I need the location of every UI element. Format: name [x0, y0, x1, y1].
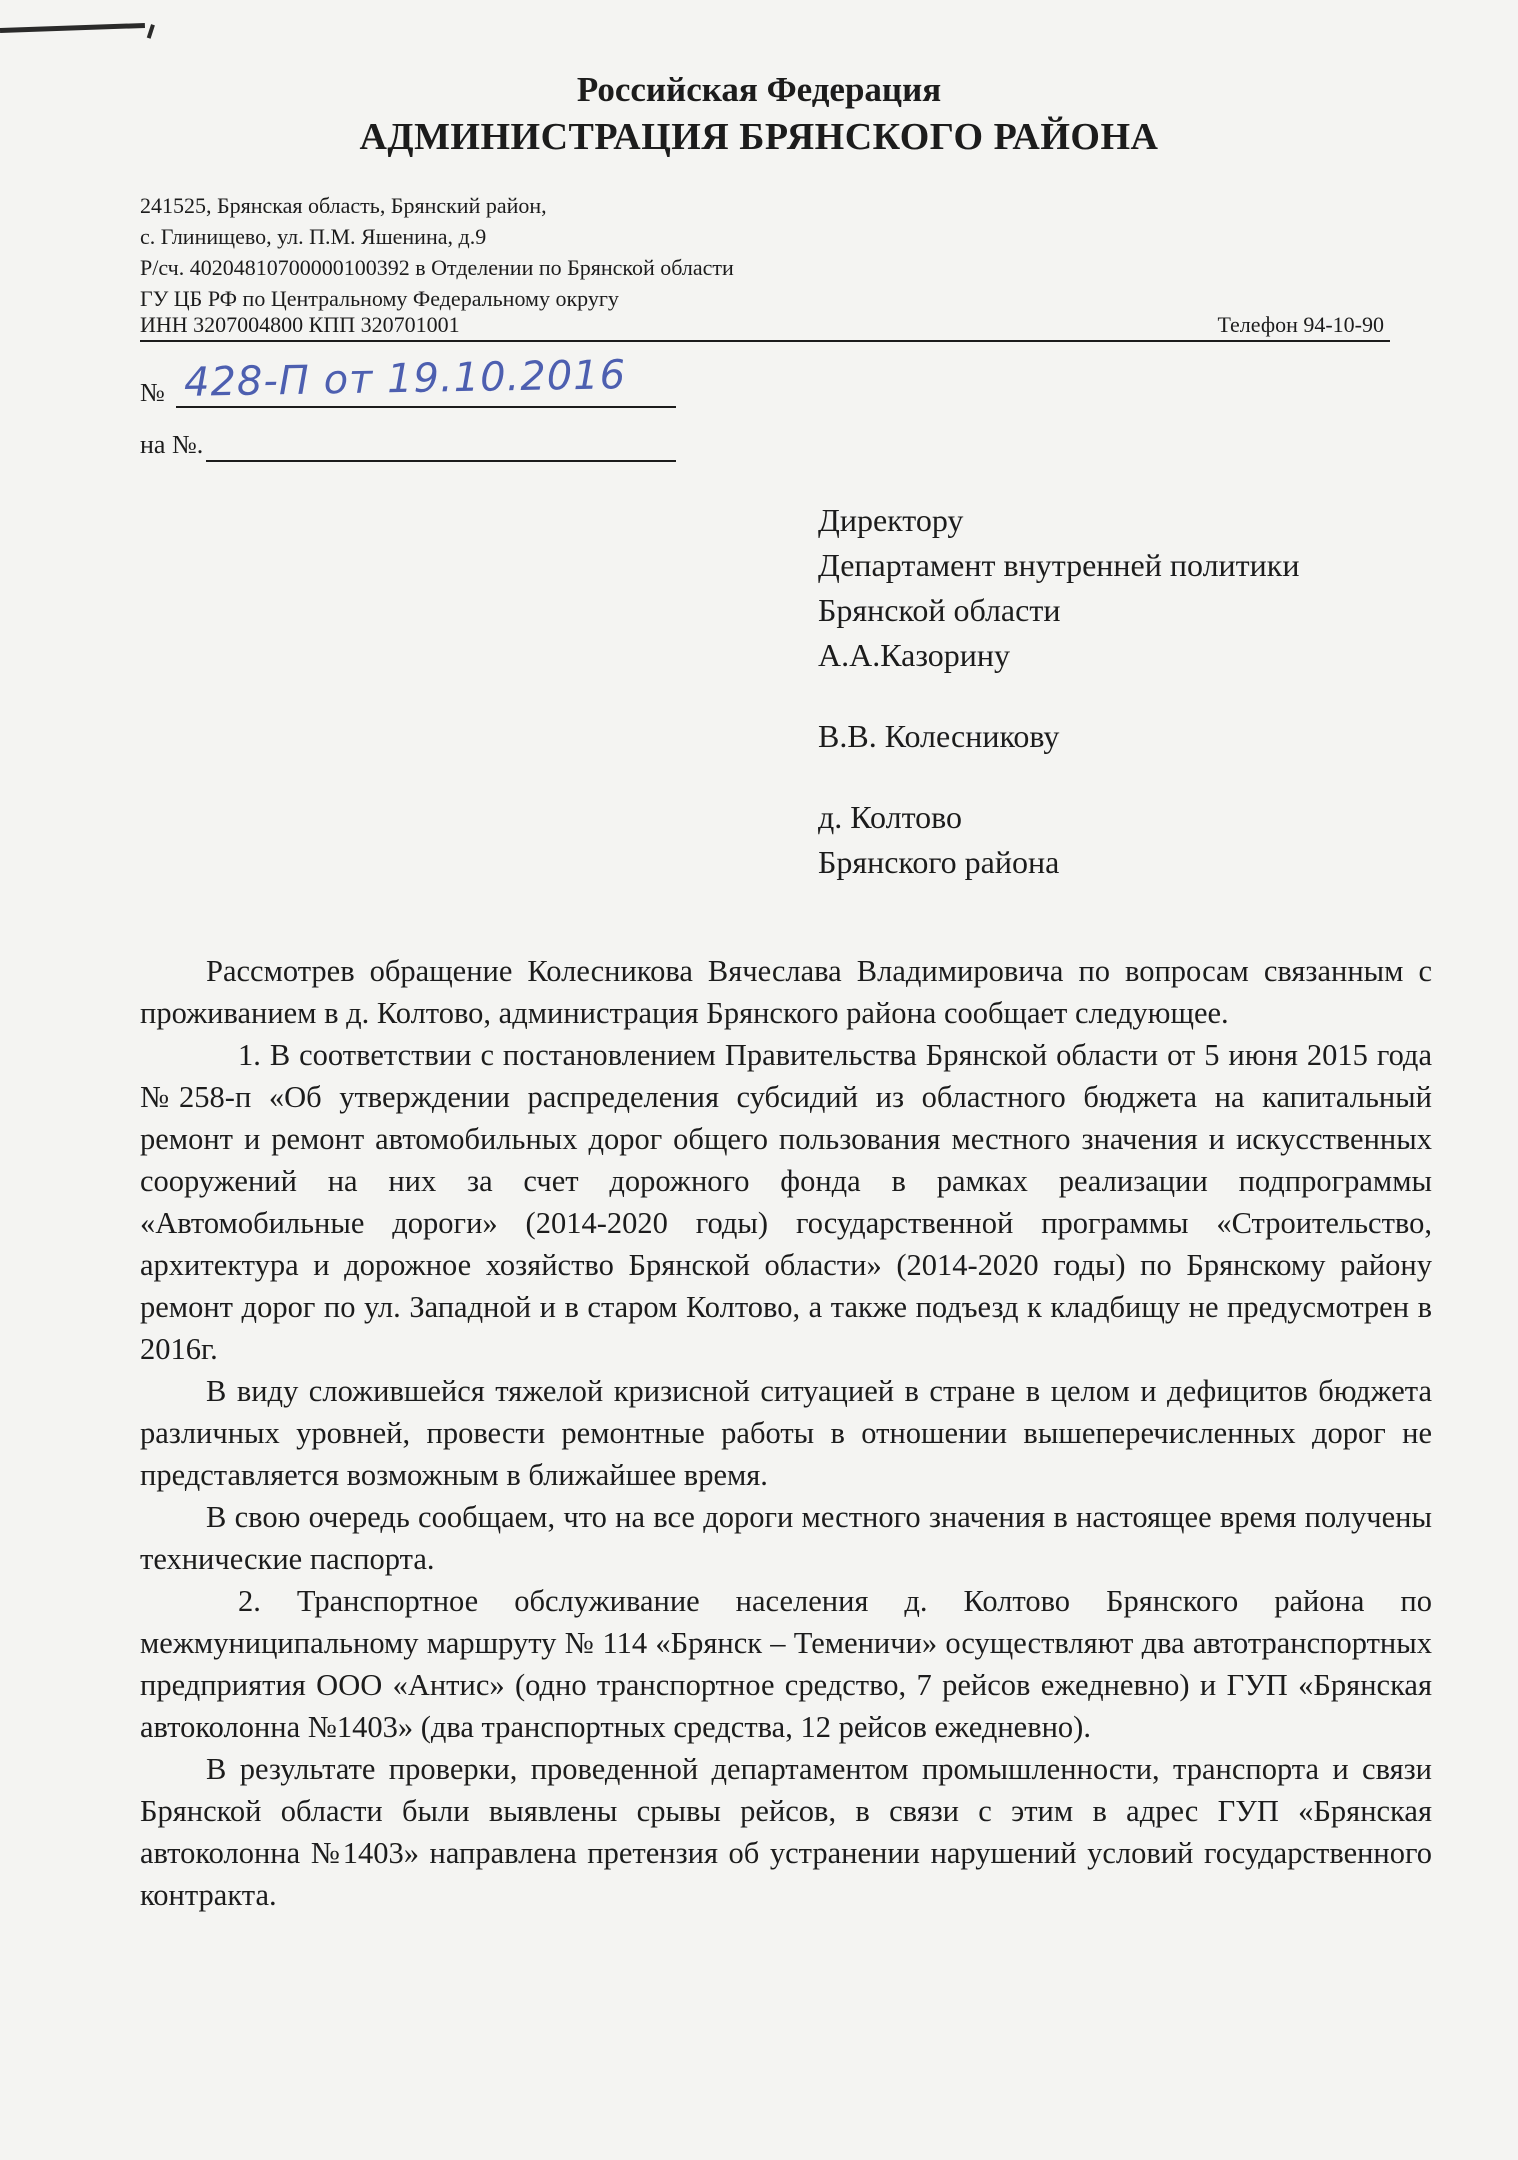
- inn-text: ИНН 3207004800 КПП 320701001: [140, 312, 460, 337]
- body-paragraph: В виду сложившейся тяжелой кризисной ситуацией в стране в целом и дефицитов бюджета различных уровней, провести ремонтные работы в отношении вышеперечисленных дорог не представляется возможным в ближайшее время.: [140, 1374, 1432, 1492]
- sender-address: [140, 190, 1390, 314]
- phone-text: Телефон 94-10-90: [1217, 312, 1384, 337]
- addressee-line: Департамент внутренней политики: [818, 547, 1300, 583]
- organization-title: АДМИНИСТРАЦИЯ БРЯНСКОГО РАЙОНА: [359, 116, 1159, 158]
- reference-underline: [206, 460, 676, 462]
- addressee-line: Брянского района: [818, 844, 1060, 880]
- letter-body: [140, 950, 1432, 1916]
- pen-mark: [0, 23, 145, 33]
- addressee-line: В.В. Колесникову: [818, 718, 1060, 754]
- body-paragraph: В результате проверки, проведенной департаментом промышленности, транспорта и связи Брянской области были выявлены срывы рейсов, в связи с этим в адрес ГУП «Брянская автоколонна №1403» направлена претензия об устранении нарушений условий государственного контракта.: [140, 1752, 1432, 1912]
- letterhead: [0, 68, 1518, 162]
- address-line: 241525, Брянская область, Брянский район,: [140, 193, 547, 218]
- reference-label: на №.: [140, 430, 204, 459]
- addressee-line: Брянской области: [818, 592, 1061, 628]
- addressee-line: А.А.Казорину: [818, 637, 1011, 673]
- bank-account-line: Р/сч. 40204810700000100392 в Отделении по Брянской области: [140, 255, 734, 280]
- number-underline: [176, 406, 676, 408]
- bank-name-line: ГУ ЦБ РФ по Центральному Федеральному округу: [140, 286, 619, 311]
- body-paragraph: Рассмотрев обращение Колесникова Вячеслава Владимировича по вопросам связанным с проживанием в д. Колтово, администрация Брянского района сообщает следующее.: [140, 954, 1432, 1030]
- inn-row: [140, 310, 1390, 342]
- body-paragraph: В свою очередь сообщаем, что на все дороги местного значения в настоящее время получены технические паспорта.: [140, 1500, 1432, 1576]
- addressee-block: [818, 498, 1299, 885]
- addressee-line: Директору: [818, 502, 964, 538]
- reference-number: [140, 430, 203, 460]
- body-paragraph: 2. Транспортное обслуживание населения д. Колтово Брянского района по межмуниципальному маршруту № 114 «Брянск – Теменичи» осуществляют два автотранспортных предприятия ООО «Антис» (одно транспортное средство, 7 рейсов ежедневно) и ГУП «Брянская автоколонна №1403» (два транспортных средства, 12 рейсов ежедневно).: [140, 1584, 1432, 1744]
- address-line: с. Глинищево, ул. П.М. Яшенина, д.9: [140, 224, 487, 249]
- number-label: №: [140, 378, 165, 407]
- handwritten-number: 428-П от 19.10.2016: [183, 352, 627, 406]
- country-title: Российская Федерация: [576, 70, 942, 109]
- addressee-line: д. Колтово: [818, 799, 963, 835]
- body-paragraph: 1. В соответствии с постановлением Правительства Брянской области от 5 июня 2015 года №258-п «Об утверждении распределения субсидий из областного бюджета на капитальный ремонт и ремонт автомобильных дорог общего пользования местного значения и искусственных сооружений на них за счет дорожного фонда в рамках реализации подпрограммы «Автомобильные дороги» (2014-2020 годы) государственной программы «Строительство, архитектура и дорожное хозяйство Брянской области» (2014-2020 годы) по Брянскому району ремонт дорог по ул. Западной и в старом Колтово, а также подъезд к кладбищу не предусмотрен в 2016г.: [140, 1038, 1432, 1366]
